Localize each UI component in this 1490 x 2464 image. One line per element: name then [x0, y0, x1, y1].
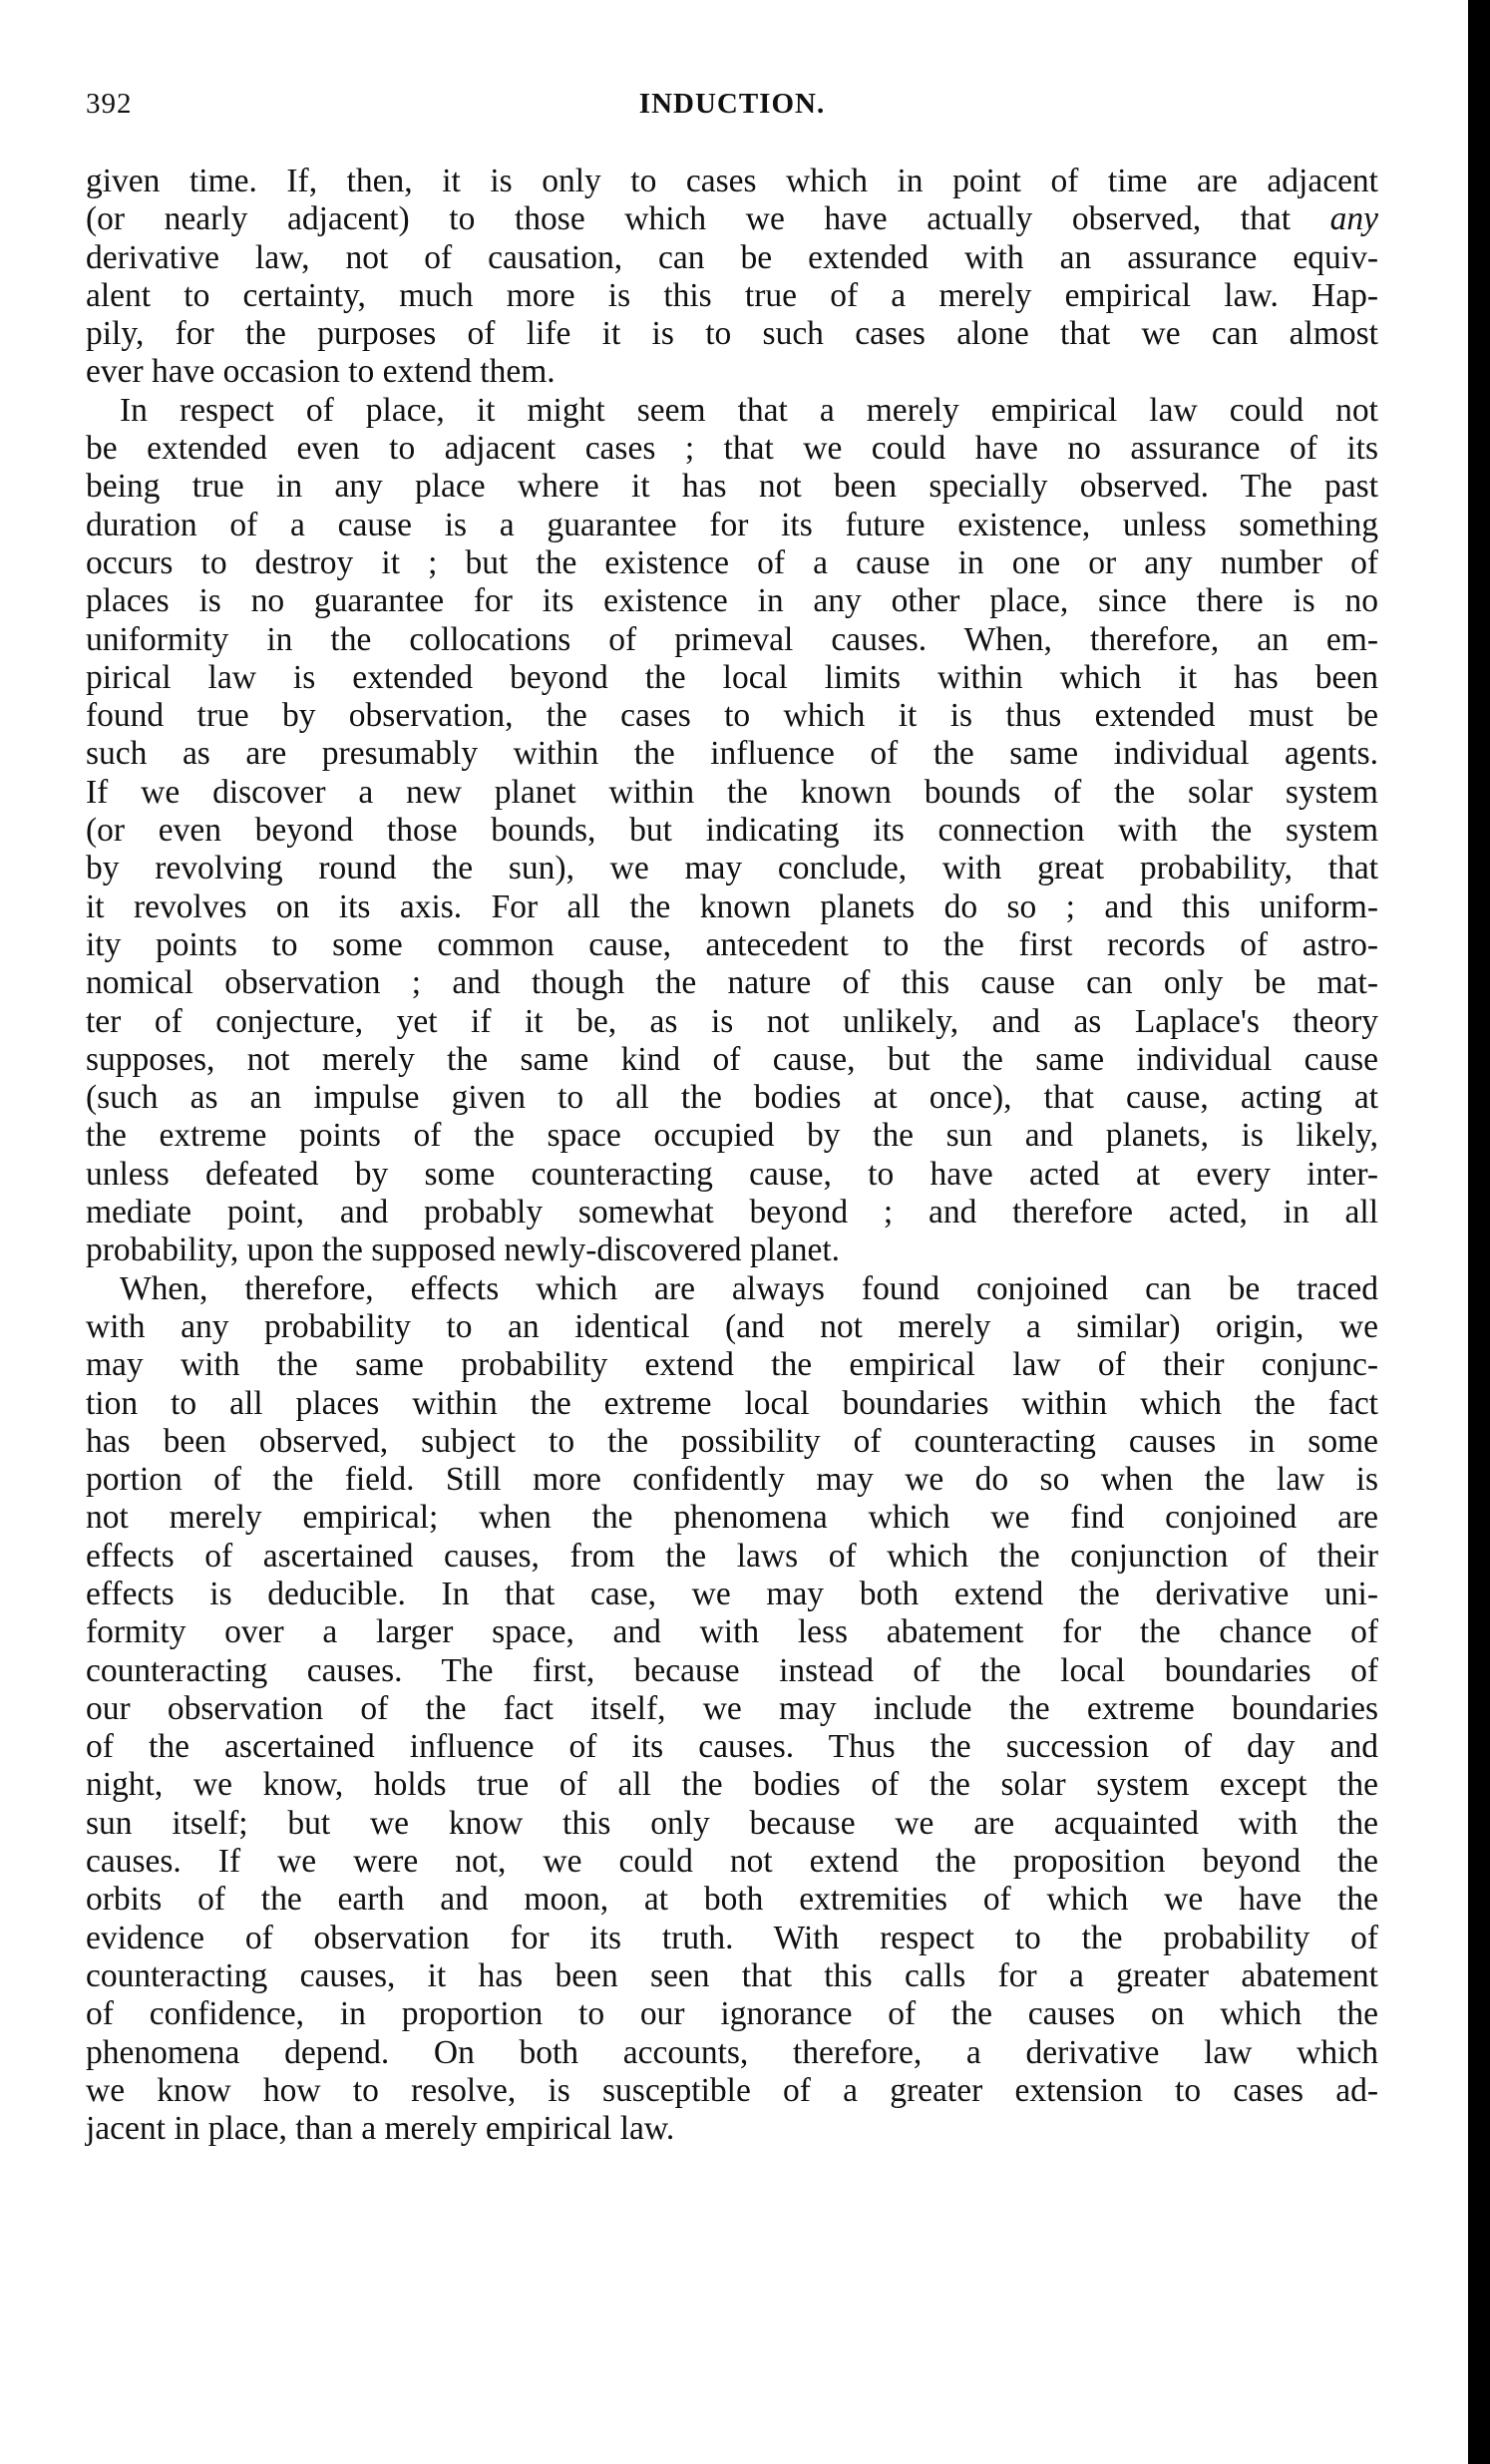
text-line: phenomena depend. On both accounts, therefore, a derivative law which: [86, 2033, 1378, 2071]
text-line: (or even beyond those bounds, but indicating its connection with the system: [86, 812, 1378, 850]
body-text: [86, 163, 1378, 2148]
text-line: found true by observation, the cases to which it is thus extended must be: [86, 697, 1378, 735]
text-line: given time. If, then, it is only to cases which in point of time are adjacent: [86, 163, 1378, 199]
text-line: supposes, not merely the same kind of cause, but the same individual cause: [86, 1040, 1378, 1078]
text-line: probability, upon the supposed newly-discovered planet.: [86, 1232, 841, 1269]
text-line: by revolving round the sun), we may conclude, with great probability, that: [86, 850, 1378, 887]
text-line: places is no guarantee for its existence in any other place, since there is no: [86, 582, 1378, 620]
chapter-title: INDUCTION.: [638, 88, 826, 120]
text-line: portion of the field. Still more confidently may we do so when the law is: [86, 1461, 1378, 1499]
text-line: we know how to resolve, is susceptible of a greater extension to cases ad-: [86, 2071, 1378, 2109]
text-line: (or nearly adjacent) to those which we have actually observed, that any: [86, 200, 1378, 238]
text-line: effects of ascertained causes, from the laws of which the conjunction of their: [86, 1537, 1378, 1575]
emphasis: any: [1329, 200, 1378, 238]
text-line: In respect of place, it might seem that a merely empirical law could not: [120, 391, 1378, 429]
text-line: orbits of the earth and moon, at both extremities of which we have the: [86, 1881, 1378, 1919]
text-line: be extended even to adjacent cases ; that we could have no assurance of its: [86, 430, 1378, 468]
text-line: nomical observation ; and though the nature of this cause can only be mat-: [86, 964, 1378, 1002]
text-line: sun itself; but we know this only because we are acquainted with the: [86, 1804, 1378, 1842]
text-line: ity points to some common cause, antecedent to the first records of astro-: [86, 925, 1378, 963]
page-edge-shadow: [1468, 0, 1490, 2464]
text-line: the extreme points of the space occupied by the sun and planets, is likely,: [86, 1117, 1378, 1155]
text-line: with any probability to an identical (and not merely a similar) origin, we: [86, 1307, 1378, 1345]
text-line: night, we know, holds true of all the bodies of the solar system except the: [86, 1766, 1378, 1804]
text-line: mediate point, and probably somewhat beyond ; and therefore acted, in all: [86, 1194, 1378, 1232]
text-line: effects is deducible. In that case, we may both extend the derivative uni-: [86, 1575, 1378, 1612]
text-line: When, therefore, effects which are always found conjoined can be traced: [120, 1269, 1378, 1307]
text-line: evidence of observation for its truth. With respect to the probability of: [86, 1919, 1378, 1956]
text-line: counteracting causes, it has been seen that this calls for a greater abatement: [86, 1956, 1378, 1994]
text-line: jacent in place, than a merely empirical law.: [86, 2110, 675, 2148]
paragraph: [86, 163, 1378, 392]
text-line: If we discover a new planet within the known bounds of the solar system: [86, 773, 1378, 811]
text-line: tion to all places within the extreme local boundaries within which the fact: [86, 1384, 1378, 1422]
text-line: ever have occasion to extend them.: [86, 353, 556, 391]
text-line: it revolves on its axis. For all the known planets do so ; and this uniform-: [86, 887, 1378, 925]
text-line: not merely empirical; when the phenomena which we find conjoined are: [86, 1499, 1378, 1537]
page-number: 392: [86, 88, 133, 120]
text-line: uniformity in the collocations of primeval causes. When, therefore, an em-: [86, 620, 1378, 658]
text-line: of the ascertained influence of its causes. Thus the succession of day and: [86, 1728, 1378, 1766]
text-line: our observation of the fact itself, we may include the extreme boundaries: [86, 1689, 1378, 1727]
text-line: such as are presumably within the influence of the same individual agents.: [86, 735, 1378, 773]
text-line: counteracting causes. The first, because instead of the local boundaries of: [86, 1651, 1378, 1689]
text-line: pily, for the purposes of life it is to such cases alone that we can almost: [86, 315, 1378, 353]
text-line: being true in any place where it has not been specially observed. The past: [86, 468, 1378, 506]
text-line: causes. If we were not, we could not extend the proposition beyond the: [86, 1843, 1378, 1881]
text-line: alent to certainty, much more is this true of a merely empirical law. Hap-: [86, 276, 1378, 314]
text-line: pirical law is extended beyond the local limits within which it has been: [86, 658, 1378, 696]
text-line: ter of conjecture, yet if it be, as is not unlikely, and as Laplace's theory: [86, 1002, 1378, 1040]
text-line: has been observed, subject to the possibility of counteracting causes in some: [86, 1422, 1378, 1460]
text-line: formity over a larger space, and with less abatement for the chance of: [86, 1613, 1378, 1651]
paragraph: [86, 392, 1378, 1270]
text-line: derivative law, not of causation, can be extended with an assurance equiv-: [86, 238, 1378, 276]
text-line: occurs to destroy it ; but the existence of a cause in one or any number of: [86, 543, 1378, 581]
running-head: [86, 88, 1378, 132]
text-line: duration of a cause is a guarantee for its future existence, unless something: [86, 506, 1378, 543]
text-line: may with the same probability extend the empirical law of their conjunc-: [86, 1346, 1378, 1384]
text-line: unless defeated by some counteracting cause, to have acted at every inter-: [86, 1155, 1378, 1193]
text-line: of confidence, in proportion to our ignorance of the causes on which the: [86, 1995, 1378, 2033]
paragraph: [86, 1270, 1378, 2149]
text-line: (such as an impulse given to all the bodies at once), that cause, acting at: [86, 1079, 1378, 1117]
